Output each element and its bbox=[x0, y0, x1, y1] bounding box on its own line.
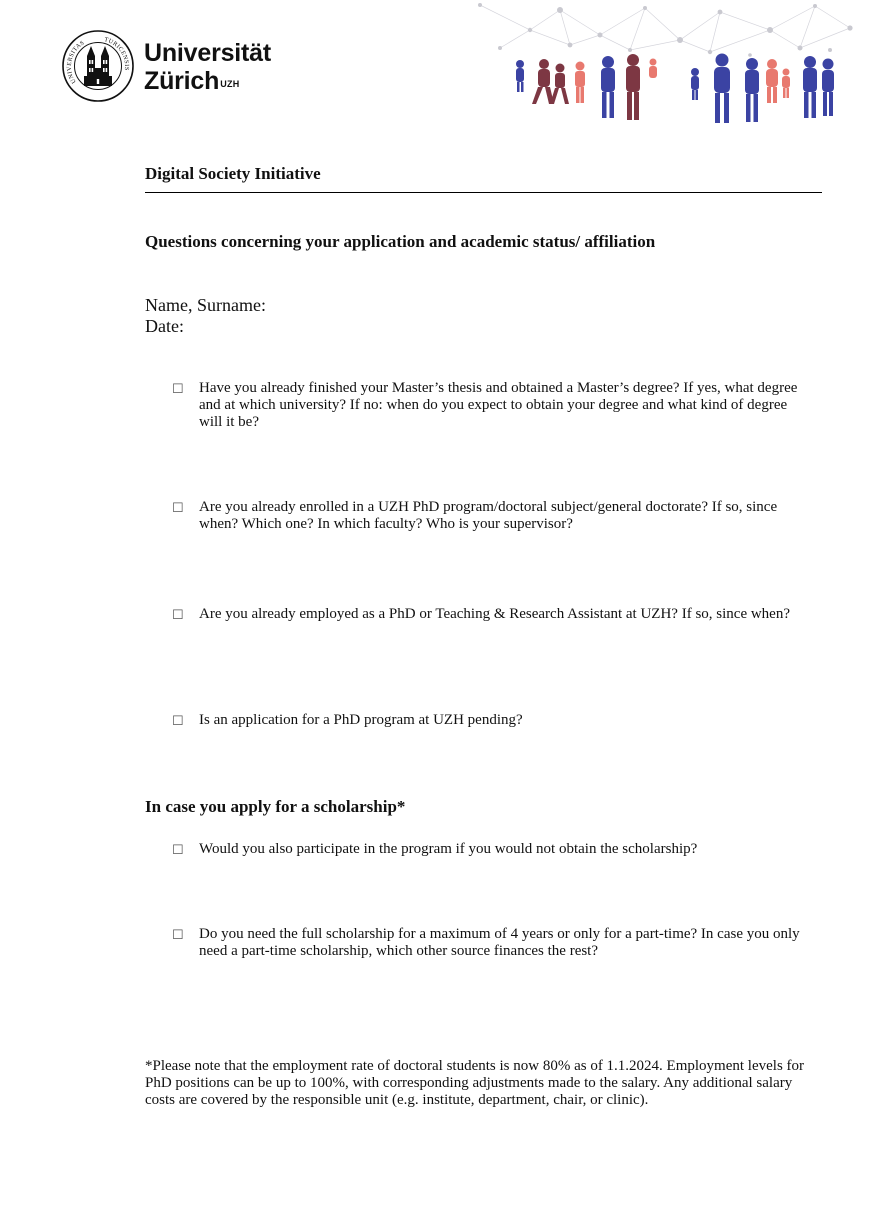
checkbox-icon[interactable]: ☐ bbox=[172, 842, 184, 857]
question-text: Have you already finished your Master’s thesis and obtained a Master’s degree? If yes, what degree and at which university? If no: when do you expect to obtain your degree and what kind of degree will it be? bbox=[199, 380, 798, 430]
date-label: Date: bbox=[145, 316, 184, 336]
header-divider bbox=[145, 192, 822, 193]
question-item bbox=[172, 606, 812, 623]
people-network-illustration bbox=[470, 0, 870, 130]
footnote: *Please note that the employment rate of doctoral students is now 80% as of 1.1.2024. Employment levels for PhD positions can be up to 100%, with corresponding adjustments made to the salary. Any additional salary costs are covered by the responsible unit (e.g. institute, department, chair, or clinic). bbox=[145, 1058, 805, 1108]
question-item bbox=[172, 380, 812, 431]
checkbox-icon[interactable]: ☐ bbox=[172, 927, 184, 942]
checkbox-icon[interactable]: ☐ bbox=[172, 713, 184, 728]
seal-text-right: TURICENSIS bbox=[103, 36, 131, 71]
question-text: Do you need the full scholarship for a maximum of 4 years or only for a part-time? In case you only need a part-time scholarship, which other source finances the rest? bbox=[199, 926, 800, 959]
university-seal-logo bbox=[62, 30, 134, 102]
section-heading-scholarship: In case you apply for a scholarship* bbox=[145, 797, 406, 816]
university-name-line1: Universität bbox=[144, 39, 272, 67]
name-surname-label: Name, Surname: bbox=[145, 295, 266, 315]
checkbox-icon[interactable]: ☐ bbox=[172, 607, 184, 622]
scholarship-question-item bbox=[172, 841, 812, 858]
question-text: Are you already enrolled in a UZH PhD program/doctoral subject/general doctorate? If so, since when? Which one? In which faculty? Who is your supervisor? bbox=[199, 499, 778, 532]
seal-text-left: UNIVERSITAS bbox=[65, 39, 86, 85]
university-abbrev: UZH bbox=[220, 79, 240, 89]
question-item bbox=[172, 712, 812, 729]
university-name-line2: Zürich bbox=[144, 67, 220, 95]
university-wordmark bbox=[144, 39, 271, 95]
checkbox-icon[interactable]: ☐ bbox=[172, 381, 184, 396]
scholarship-question-item bbox=[172, 926, 812, 960]
question-text: Is an application for a PhD program at UZH pending? bbox=[199, 712, 523, 728]
question-item bbox=[172, 499, 812, 533]
question-text: Would you also participate in the program if you would not obtain the scholarship? bbox=[199, 841, 698, 857]
question-text: Are you already employed as a PhD or Teaching & Research Assistant at UZH? If so, since when? bbox=[199, 606, 790, 622]
department-title: Digital Society Initiative bbox=[145, 164, 321, 183]
checkbox-icon[interactable]: ☐ bbox=[172, 500, 184, 515]
section-heading-application: Questions concerning your application and academic status/ affiliation bbox=[145, 232, 656, 251]
